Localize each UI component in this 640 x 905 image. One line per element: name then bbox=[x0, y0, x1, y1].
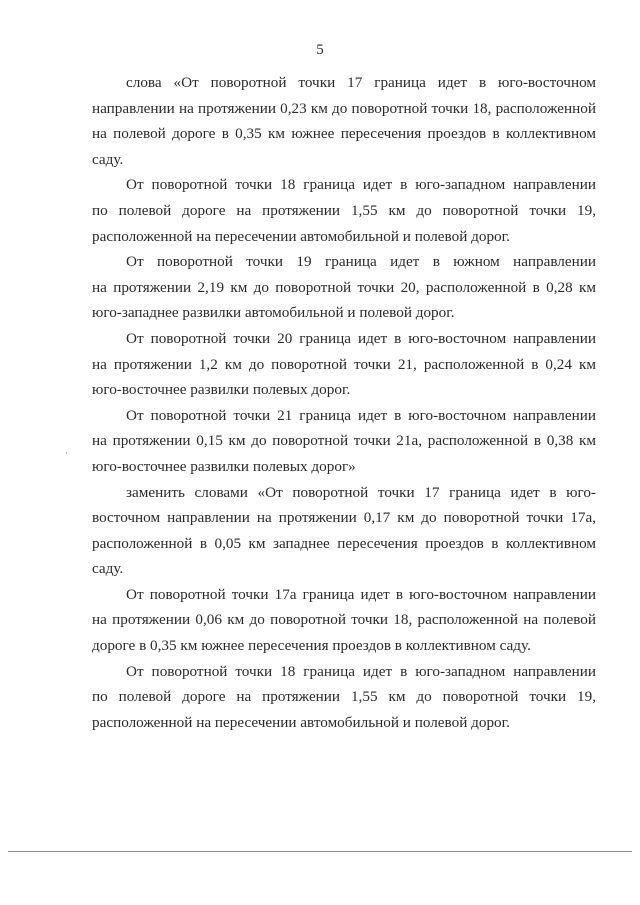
text-line: дороге в 0,35 км южнее пересечения проездов в коллективном саду. bbox=[92, 637, 531, 655]
text-line: расположенной на пересечении автомобильной и полевой дорог. bbox=[92, 227, 510, 245]
paragraph-2 bbox=[92, 172, 596, 249]
document-body bbox=[92, 70, 596, 735]
footer-rule bbox=[8, 851, 632, 852]
text-line: От поворотной точки 19 граница идет в южном направлении bbox=[126, 253, 596, 271]
text-line: От поворотной точки 20 граница идет в юго-восточном направлении bbox=[126, 329, 596, 347]
text-line: юго-западнее развилки автомобильной и полевой дорог. bbox=[92, 304, 455, 322]
paragraph-5 bbox=[92, 403, 596, 480]
text-line: юго-восточнее развилки полевых дорог. bbox=[92, 381, 351, 399]
text-line: восточном направлении на протяжении 0,17 км до поворотной точки 17а, bbox=[92, 509, 596, 527]
text-line: направлении на протяжении 0,23 км до поворотной точки 18, расположенной bbox=[92, 99, 596, 117]
text-line: От поворотной точки 17а граница идет в юго-восточном направлении bbox=[126, 585, 596, 603]
paragraph-6 bbox=[92, 480, 596, 582]
paragraph-7 bbox=[92, 582, 596, 659]
text-line: От поворотной точки 21 граница идет в юго-восточном направлении bbox=[126, 406, 596, 424]
text-line: расположенной в 0,05 км западнее пересечения проездов в коллективном bbox=[92, 534, 596, 552]
text-line: заменить словами «От поворотной точки 17 граница идет в юго- bbox=[126, 483, 596, 501]
paragraph-3 bbox=[92, 249, 596, 326]
paragraph-8 bbox=[92, 659, 596, 736]
text-line: по полевой дороге на протяжении 1,55 км до поворотной точки 19, bbox=[92, 688, 596, 706]
text-line: От поворотной точки 18 граница идет в юго-западном направлении bbox=[126, 176, 596, 194]
text-line: От поворотной точки 18 граница идет в юго-западном направлении bbox=[126, 662, 596, 680]
text-line: расположенной на пересечении автомобильной и полевой дорог. bbox=[92, 713, 510, 731]
text-line: юго-восточнее развилки полевых дорог» bbox=[92, 457, 356, 475]
page-number: 5 bbox=[316, 42, 324, 58]
text-line: на протяжении 0,15 км до поворотной точки 21а, расположенной в 0,38 км bbox=[92, 432, 596, 450]
text-line: по полевой дороге на протяжении 1,55 км до поворотной точки 19, bbox=[92, 201, 596, 219]
text-line: на протяжении 1,2 км до поворотной точки 21, расположенной в 0,24 км bbox=[92, 355, 596, 373]
scan-speck bbox=[66, 452, 67, 454]
text-line: на протяжении 0,06 км до поворотной точки 18, расположенной на полевой bbox=[92, 611, 596, 629]
paragraph-1 bbox=[92, 70, 596, 172]
text-line: саду. bbox=[92, 150, 124, 168]
text-line: слова «От поворотной точки 17 граница идет в юго-восточном bbox=[126, 74, 596, 91]
paragraph-4 bbox=[92, 326, 596, 403]
text-line: на протяжении 2,19 км до поворотной точки 20, расположенной в 0,28 км bbox=[92, 278, 596, 296]
text-line: саду. bbox=[92, 560, 124, 578]
text-line: на полевой дороге в 0,35 км южнее пересечения проездов в коллективном bbox=[92, 125, 596, 143]
